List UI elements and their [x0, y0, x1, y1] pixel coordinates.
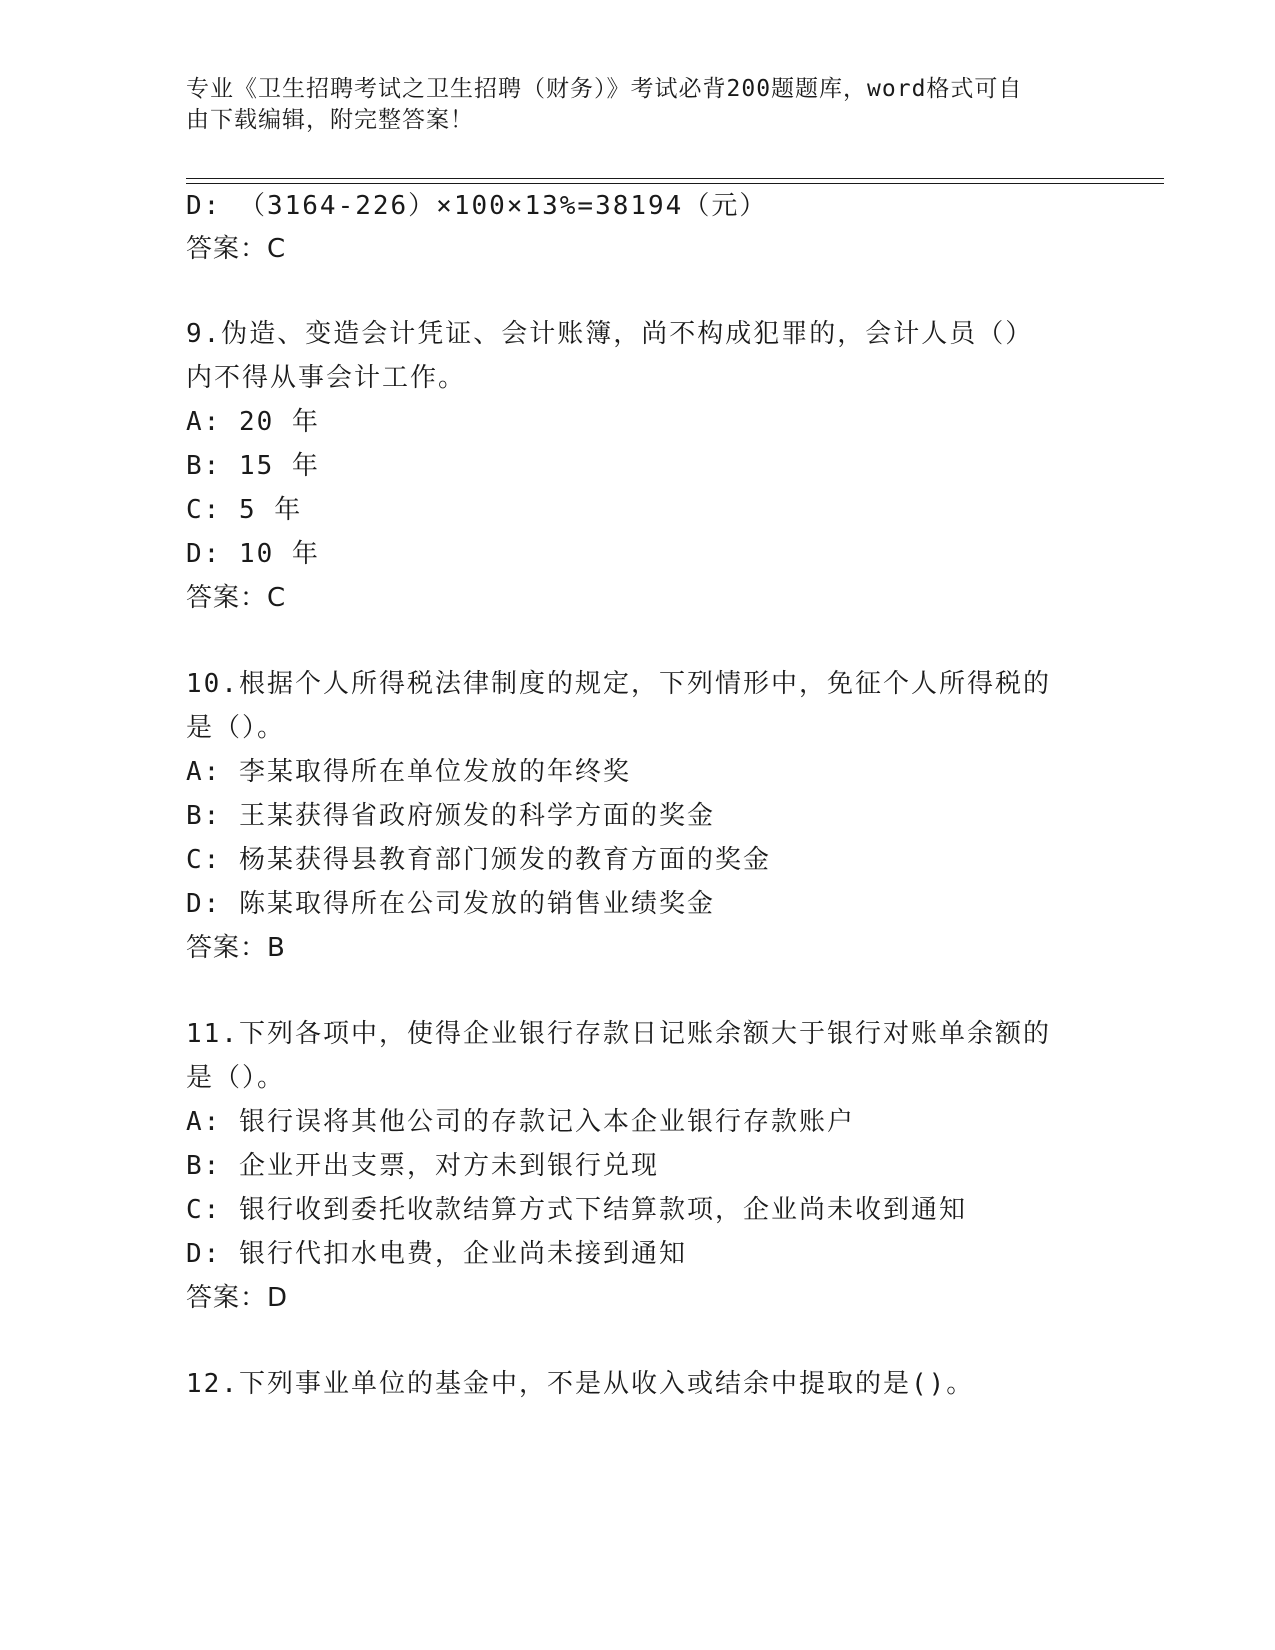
header-line-2: 由下载编辑，附完整答案！ [186, 107, 474, 133]
q9-stem-line-2: 内不得从事会计工作。 [186, 363, 467, 393]
q9-option-c: C: 5 年 [186, 495, 303, 525]
q11-answer: 答案：D [186, 1283, 289, 1313]
header-divider-bottom [186, 183, 1164, 184]
q11-option-d: D: 银行代扣水电费，企业尚未接到通知 [186, 1239, 687, 1269]
q11-option-a: A: 银行误将其他公司的存款记入本企业银行存款账户 [186, 1107, 855, 1137]
q10-stem-line-1: 10.根据个人所得税法律制度的规定，下列情形中，免征个人所得税的 [186, 669, 1051, 699]
q10-stem-line-2: 是（）。 [186, 713, 286, 743]
document-header [186, 74, 1086, 136]
header-divider-top [186, 178, 1164, 179]
q9-option-b: B: 15 年 [186, 451, 320, 481]
q11-stem-line-1: 11.下列各项中，使得企业银行存款日记账余额大于银行对账单余额的 [186, 1019, 1051, 1049]
q10-option-d: D: 陈某取得所在公司发放的销售业绩奖金 [186, 889, 715, 919]
q9-answer: 答案：C [186, 583, 287, 613]
q11-stem-line-2: 是（）。 [186, 1063, 286, 1093]
prev-answer: 答案：C [186, 234, 287, 264]
q9-option-d: D: 10 年 [186, 539, 320, 569]
q10-option-b: B: 王某获得省政府颁发的科学方面的奖金 [186, 801, 715, 831]
q11-option-b: B: 企业开出支票，对方未到银行兑现 [186, 1151, 659, 1181]
q9-option-a: A: 20 年 [186, 407, 320, 437]
q9-stem-line-1: 9.伪造、变造会计凭证、会计账簿，尚不构成犯罪的，会计人员（） [186, 319, 1034, 349]
q10-option-a: A: 李某取得所在单位发放的年终奖 [186, 757, 631, 787]
q12-stem-line-1: 12.下列事业单位的基金中，不是从收入或结余中提取的是()。 [186, 1369, 975, 1399]
q10-answer: 答案：B [186, 933, 286, 963]
q10-option-c: C: 杨某获得县教育部门颁发的教育方面的奖金 [186, 845, 771, 875]
prev-option-d: D: （3164-226）×100×13%=38194（元） [186, 191, 768, 221]
q11-option-c: C: 银行收到委托收款结算方式下结算款项，企业尚未收到通知 [186, 1195, 967, 1225]
header-line-1: 专业《卫生招聘考试之卫生招聘（财务）》考试必背200题题库，word格式可自 [186, 76, 1023, 102]
